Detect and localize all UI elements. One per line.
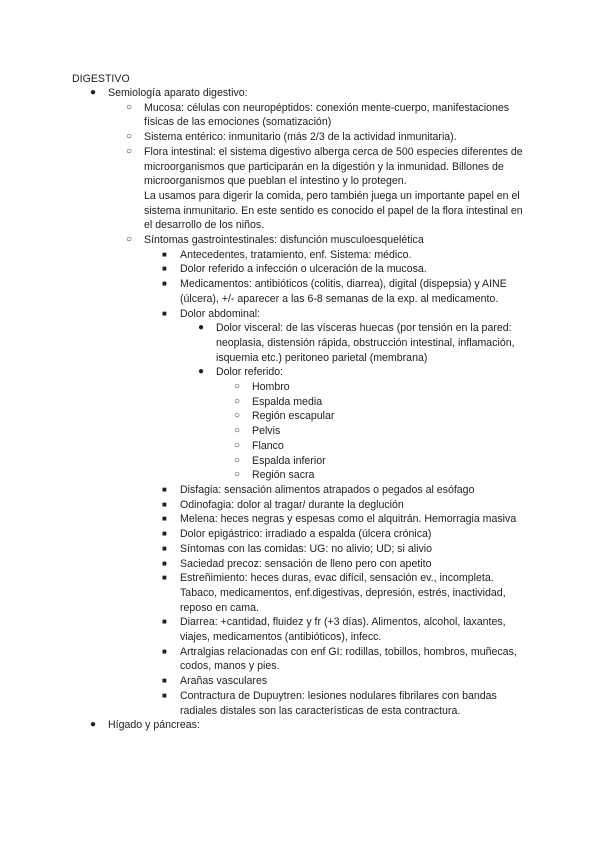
symptom-text: Contractura de Dupuytren: lesiones nodulares fibrilares con bandas radiales distales son las características de esta contractura. [180, 689, 497, 717]
disc-bullet-icon: ● [90, 719, 97, 731]
symptom-text: Arañas vasculares [180, 675, 268, 688]
symptom-text: Artralgias relacionadas con enf GI: rodillas, tobillos, hombros, muñecas, codos, manos y pies. [180, 645, 517, 673]
symptom-item [162, 248, 528, 263]
section-label: Hígado y páncreas: [108, 719, 200, 732]
zone-text: Espalda inferior [252, 454, 326, 467]
zone-item [234, 454, 528, 469]
circle-bullet-icon: ○ [126, 101, 133, 113]
outline-list [90, 86, 528, 733]
circle-bullet-icon: ○ [126, 234, 133, 246]
square-bullet-icon: ■ [162, 484, 167, 494]
symptom-text: Disfagia: sensación alimentos atrapados o pegados al esófago [180, 483, 475, 496]
referred-zone-list [234, 380, 528, 483]
square-bullet-icon: ■ [162, 514, 167, 524]
zone-item [234, 380, 528, 395]
circle-bullet-icon: ○ [126, 131, 133, 143]
square-bullet-icon: ■ [162, 543, 167, 553]
list-item-text: Mucosa: células con neuropéptidos: conexión mente-cuerpo, manifestaciones físicas de las emociones (somatización) [144, 101, 510, 129]
square-bullet-icon: ■ [162, 499, 167, 509]
square-bullet-icon: ■ [162, 676, 167, 686]
symptom-item [162, 557, 528, 572]
zone-text: Pelvis [252, 425, 281, 438]
symptom-list [162, 248, 528, 719]
circle-bullet-icon: ○ [234, 410, 241, 422]
symptom-item [162, 483, 528, 498]
square-bullet-icon: ■ [162, 558, 167, 568]
symptom-text: Saciedad precoz: sensación de lleno pero con apetito [180, 557, 432, 570]
pain-type-list [198, 321, 528, 483]
document-title: DIGESTIVO [72, 73, 130, 85]
symptom-item [162, 262, 528, 277]
symptom-text: Melena: heces negras y espesas como el alquitrán. Hemorragia masiva [180, 513, 517, 526]
symptom-item [162, 571, 528, 615]
square-bullet-icon: ■ [162, 617, 167, 627]
symptom-item [162, 498, 528, 513]
symptom-item-dolor-abdominal [162, 307, 528, 483]
symptom-text: Odinofagia: dolor al tragar/ durante la deglución [180, 498, 404, 511]
circle-bullet-icon: ○ [234, 454, 241, 466]
symptom-item [162, 527, 528, 542]
disc-bullet-icon: ● [90, 87, 97, 98]
square-bullet-icon: ■ [162, 264, 167, 274]
circle-bullet-icon: ○ [126, 145, 133, 157]
symptom-item [162, 542, 528, 557]
zone-item [234, 424, 528, 439]
zone-text: Espalda media [252, 395, 323, 408]
subsection-list [126, 101, 528, 719]
list-item [126, 101, 528, 130]
list-item [126, 145, 528, 233]
symptom-item [162, 689, 528, 718]
symptom-text: Dolor referido a infección o ulceración de la mucosa. [180, 263, 427, 276]
symptom-text: Antecedentes, tratamiento, enf. Sistema: médico. [180, 248, 412, 261]
zone-text: Hombro [252, 381, 290, 394]
circle-bullet-icon: ○ [234, 439, 241, 451]
symptom-item [162, 615, 528, 644]
symptom-text: Dolor abdominal: [180, 307, 261, 320]
section-label: Semiología aparato digestivo: [108, 87, 248, 99]
disc-bullet-icon: ● [198, 366, 205, 378]
zone-text: Flanco [252, 439, 284, 452]
pain-type-text: Dolor referido: [216, 366, 284, 379]
zone-item [234, 409, 528, 424]
circle-bullet-icon: ○ [234, 425, 241, 437]
square-bullet-icon: ■ [162, 690, 167, 700]
section-higado-pancreas [90, 718, 528, 733]
circle-bullet-icon: ○ [234, 395, 241, 407]
list-item-sintomas [126, 233, 528, 718]
circle-bullet-icon: ○ [234, 469, 241, 481]
square-bullet-icon: ■ [162, 646, 167, 656]
zone-text: Región sacra [252, 469, 315, 482]
square-bullet-icon: ■ [162, 249, 167, 259]
pain-type-item [198, 365, 528, 483]
symptom-text: Estreñimiento: heces duras, evac difícil, sensación ev., incompleta. Tabaco, medicamentos, enf.digestivas, depresión, estrés, inactividad, reposo en cama. [180, 572, 506, 614]
list-item-text: Síntomas gastrointestinales: disfunción musculoesquelética [144, 234, 424, 247]
pain-type-text: Dolor visceral: de las vísceras huecas (por tensión en la pared: neoplasia, distensión rápida, obstrucción intestinal, inflamación, isquemia etc.) peritoneo parietal (membrana) [216, 322, 515, 364]
circle-bullet-icon: ○ [234, 381, 241, 393]
square-bullet-icon: ■ [162, 308, 167, 318]
square-bullet-icon: ■ [162, 529, 167, 539]
square-bullet-icon: ■ [162, 573, 167, 583]
symptom-item [162, 674, 528, 689]
zone-text: Región escapular [252, 410, 335, 423]
symptom-text: Dolor epigástrico: irradiado a espalda (úlcera crónica) [180, 528, 432, 541]
symptom-text: Síntomas con las comidas: UG: no alivio; UD; si alivio [180, 542, 432, 555]
section-semiologia [90, 86, 528, 718]
square-bullet-icon: ■ [162, 279, 167, 289]
disc-bullet-icon: ● [198, 322, 205, 334]
symptom-item [162, 645, 528, 674]
symptom-item [162, 512, 528, 527]
list-item [126, 130, 528, 145]
zone-item [234, 395, 528, 410]
symptom-item [162, 277, 528, 306]
zone-item [234, 468, 528, 483]
symptom-text: Medicamentos: antibióticos (colitis, diarrea), digital (dispepsia) y AINE (úlcera), +/- aparecer a las 6-8 semanas de la exp. al medicamento. [180, 278, 507, 305]
list-item-paragraph: La usamos para digerir la comida, pero también juega un importante papel en el sistema inmunitario. En este sentido es conocido el papel de la flora intestinal en el desarrollo de los niños. [144, 189, 523, 232]
zone-item [234, 439, 528, 454]
list-item-text: Sistema entérico: inmunitario (más 2/3 de la actividad inmunitaria). [144, 131, 457, 144]
symptom-text: Diarrea: +cantidad, fluidez y fr (+3 días). Alimentos, alcohol, laxantes, viajes, medicamentos (antibióticos), infecc. [180, 616, 506, 644]
list-item-text: Flora intestinal: el sistema digestivo alberga cerca de 500 especies diferentes de microorganismos que participarán en la digestión y la inmunidad. Billones de microorganismos que pueblan el intestino y lo protegen. [144, 145, 523, 188]
pain-type-item [198, 321, 528, 365]
